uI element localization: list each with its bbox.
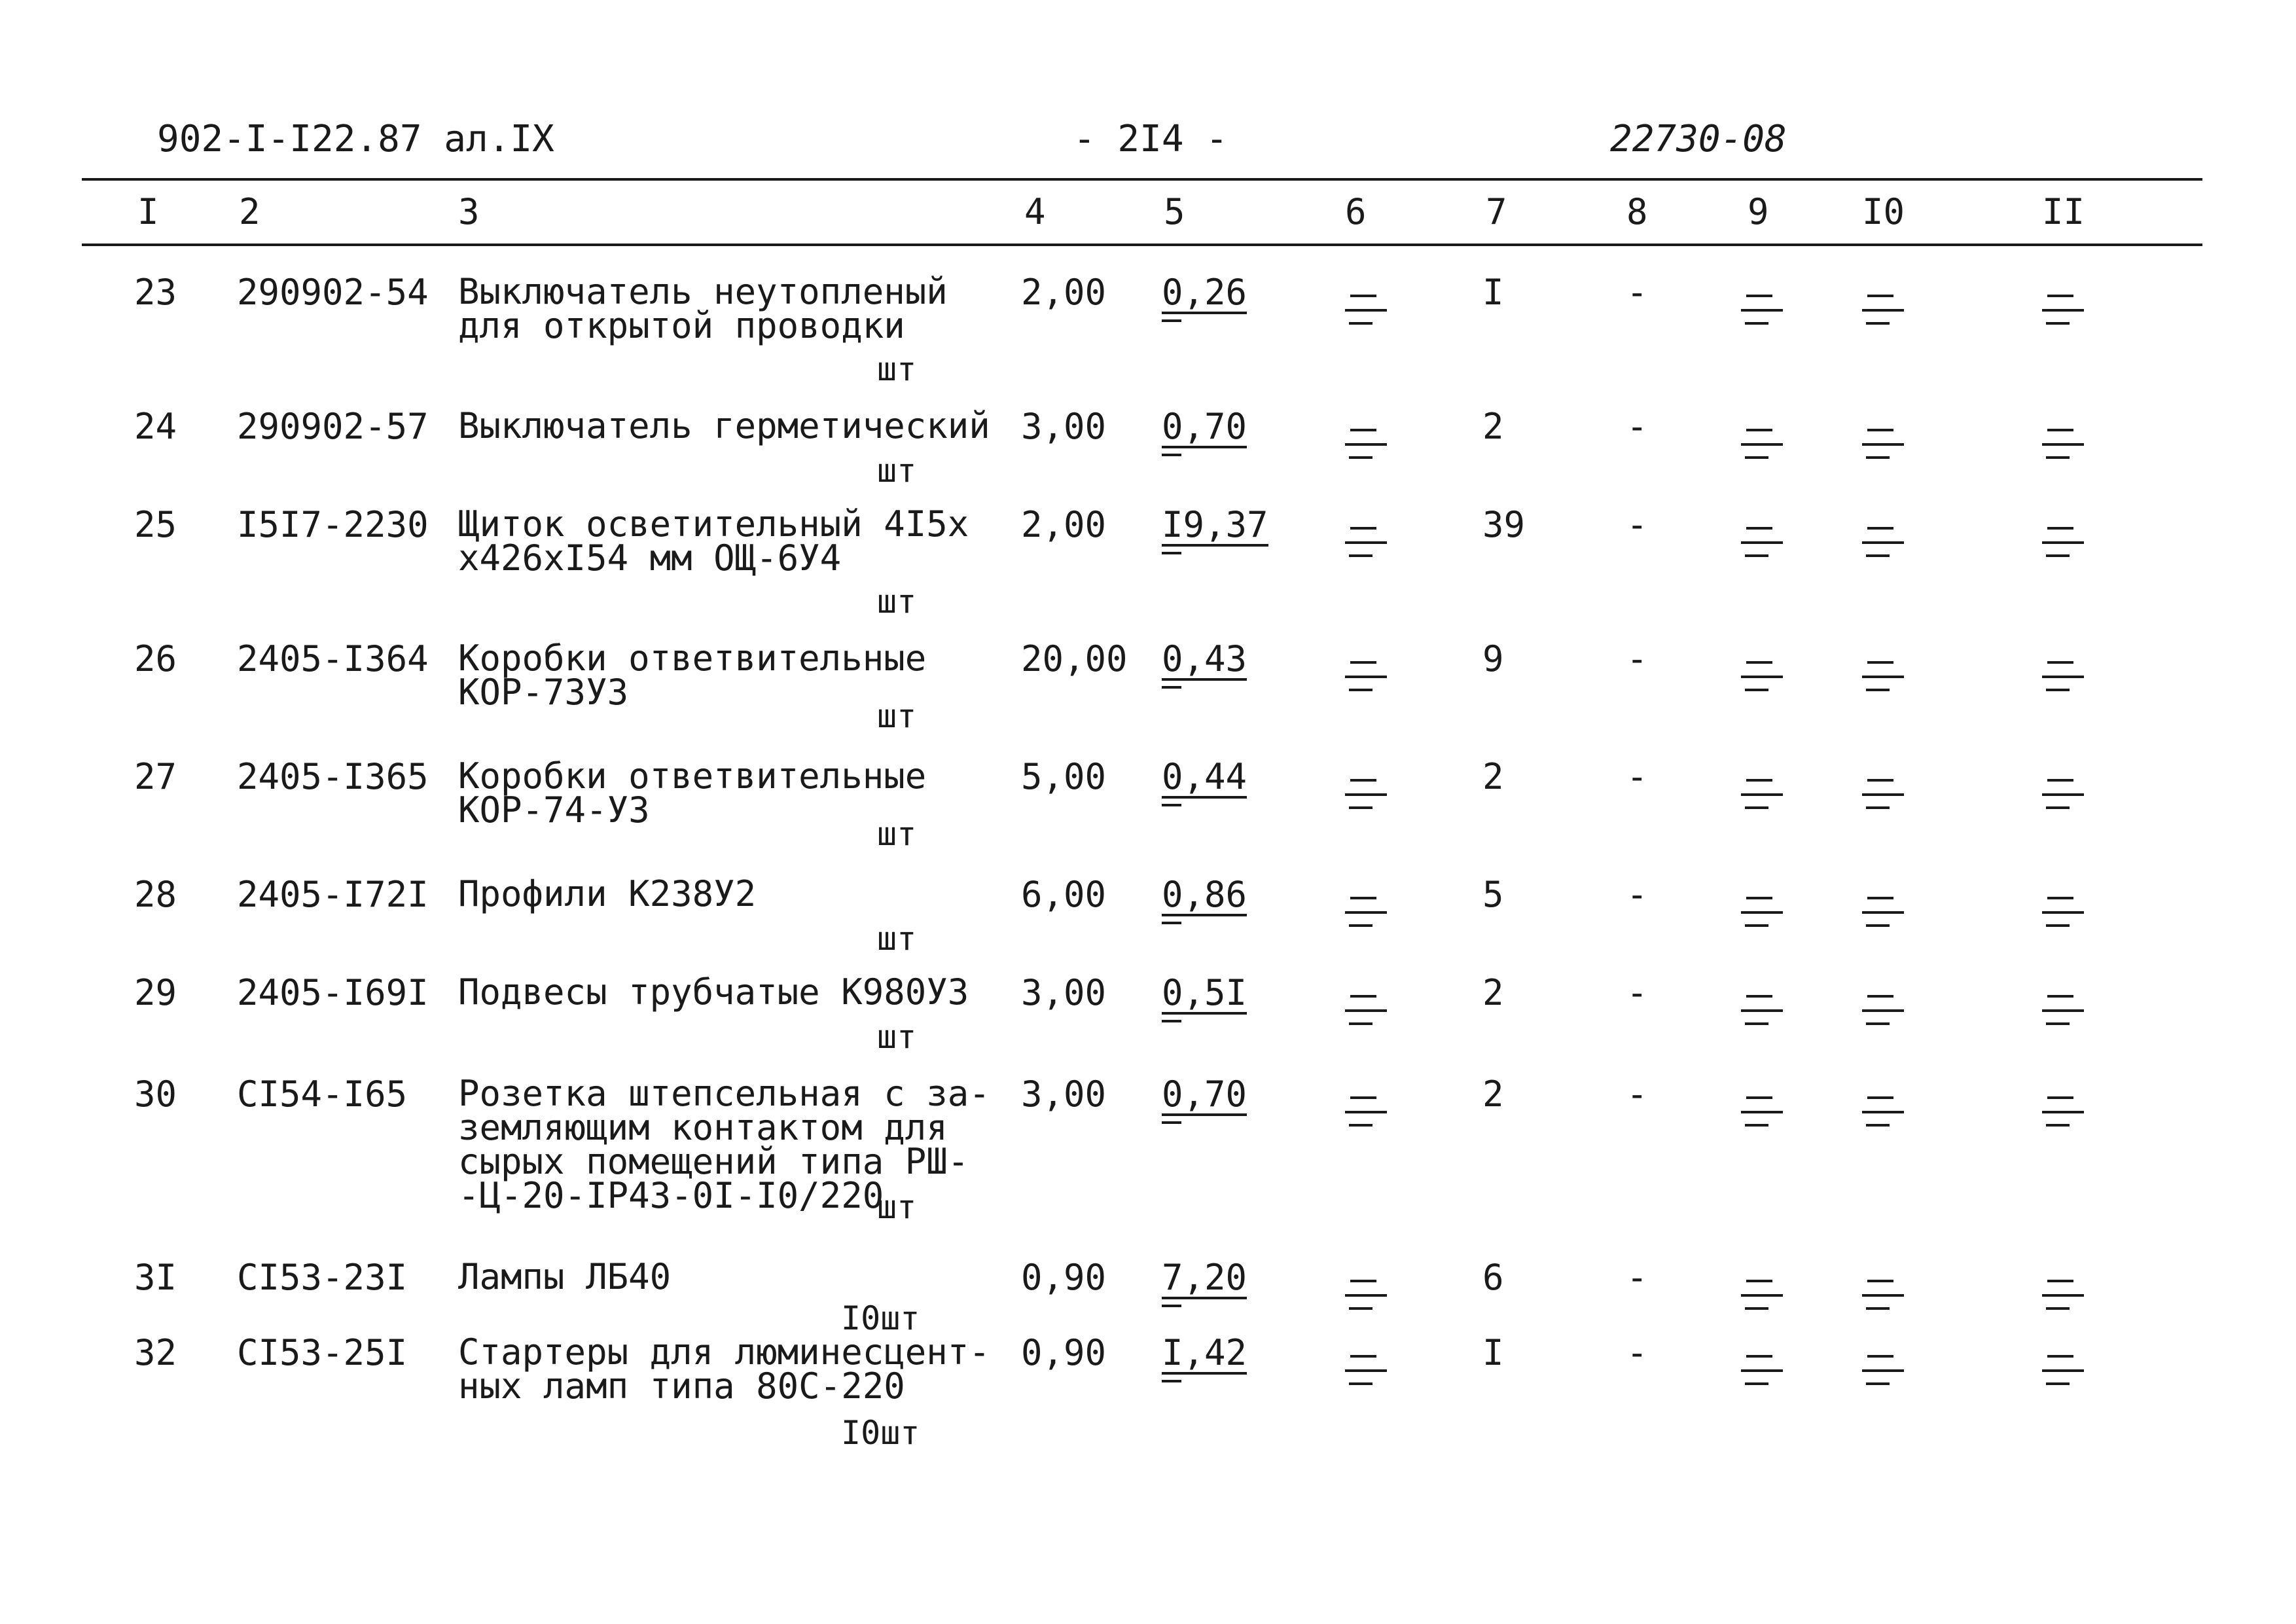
quantity: 2,00 (1021, 504, 1107, 545)
ditto-mark-col9 (1741, 1280, 1780, 1312)
unit-price (1162, 638, 1247, 689)
ditto-mark-col10 (1862, 661, 1901, 694)
ditto-mark-col10 (1862, 295, 1901, 327)
quantity: 5,00 (1021, 756, 1107, 797)
col-number-8: 8 (1626, 191, 1648, 232)
col-number-7: 7 (1486, 191, 1507, 232)
ditto-mark-col9 (1741, 897, 1780, 929)
ditto-mark-col9 (1741, 1096, 1780, 1129)
col7-value: 2 (1482, 972, 1504, 1013)
price-code: 2405-I364 (237, 638, 429, 679)
ditto-mark-col11 (2042, 1280, 2081, 1312)
ditto-dash (1162, 1380, 1181, 1382)
ditto-mark-col6 (1345, 1280, 1384, 1312)
item-name-line: Стартеры для люминесцент- (458, 1331, 990, 1373)
ditto-mark-col6 (1345, 527, 1384, 560)
row-number: 26 (134, 638, 177, 679)
ditto-mark-col11 (2042, 527, 2081, 560)
unit-of-measure: шт (877, 1188, 917, 1226)
col7-value: 39 (1482, 504, 1526, 545)
row-number: 32 (134, 1332, 177, 1373)
item-name-line: ных ламп типа 80С-220 (458, 1365, 905, 1407)
ditto-mark-col6 (1345, 779, 1384, 812)
col7-value: 6 (1482, 1257, 1504, 1298)
ditto-mark-col10 (1862, 1280, 1901, 1312)
unit-price-value: I9,37 (1162, 504, 1268, 545)
row-number: 27 (134, 756, 177, 797)
ditto-mark-col10 (1862, 429, 1901, 461)
col8-value: - (1626, 638, 1648, 679)
item-name-line: КОР-73У3 (458, 672, 629, 713)
unit-price (1162, 406, 1247, 456)
ditto-dash (1162, 454, 1181, 456)
unit-price (1162, 1074, 1247, 1124)
unit-price-value: 0,43 (1162, 638, 1247, 679)
col-number-1: I (137, 191, 159, 232)
unit-price-value: 0,26 (1162, 272, 1247, 313)
ditto-mark-col9 (1741, 527, 1780, 560)
unit-price (1162, 1257, 1247, 1307)
unit-price (1162, 874, 1247, 924)
item-name-line: Выключатель герметический (458, 405, 990, 446)
unit-of-measure: I0шт (841, 1299, 920, 1337)
ditto-mark-col6 (1345, 995, 1384, 1028)
row-number: 24 (134, 406, 177, 447)
quantity: 0,90 (1021, 1257, 1107, 1298)
unit-price-value: I,42 (1162, 1332, 1247, 1373)
col8-value: - (1626, 1257, 1648, 1298)
table-top-rule (82, 178, 2202, 181)
ditto-dash (1162, 922, 1181, 924)
col7-value: 2 (1482, 406, 1504, 447)
row-number: 23 (134, 272, 177, 313)
item-name-line: Щиток осветительный 4I5x (458, 503, 969, 545)
ditto-mark-col9 (1741, 995, 1780, 1028)
ditto-mark-col6 (1345, 429, 1384, 461)
ditto-mark-col6 (1345, 1355, 1384, 1388)
ditto-mark-col10 (1862, 779, 1901, 812)
ditto-mark-col9 (1741, 1355, 1780, 1388)
ditto-mark-col6 (1345, 295, 1384, 327)
col7-value: I (1482, 1332, 1504, 1373)
ditto-dash (1162, 1121, 1181, 1124)
row-number: 28 (134, 874, 177, 915)
ditto-mark-col6 (1345, 897, 1384, 929)
price-code: CI53-23I (237, 1257, 408, 1298)
ditto-mark-col10 (1862, 1355, 1901, 1388)
item-name-line: для открытой проводки (458, 305, 905, 346)
quantity: 3,00 (1021, 406, 1107, 447)
unit-price-value: 0,86 (1162, 874, 1247, 915)
ditto-dash (1162, 552, 1181, 554)
unit-price (1162, 504, 1268, 554)
unit-of-measure: шт (877, 350, 917, 388)
item-name-line: Профили К238У2 (458, 873, 757, 914)
item-name-line: Розетка штепсельная с за- (458, 1073, 990, 1114)
ditto-mark-col9 (1741, 429, 1780, 461)
page-number: - 2I4 - (1073, 118, 1229, 160)
col8-value: - (1626, 272, 1648, 313)
unit-price-value: 0,5I (1162, 972, 1247, 1013)
ditto-mark-col11 (2042, 995, 2081, 1028)
row-number: 3I (134, 1257, 177, 1298)
ditto-dash (1162, 686, 1181, 689)
col8-value: - (1626, 972, 1648, 1013)
item-name-line: Выключатель неутопленый (458, 271, 948, 312)
ditto-mark-col10 (1862, 1096, 1901, 1129)
price-code: CI54-I65 (237, 1074, 408, 1115)
col7-value: I (1482, 272, 1504, 313)
item-name-line: Подвесы трубчатые К980У3 (458, 971, 969, 1013)
ditto-mark-col11 (2042, 1355, 2081, 1388)
price-code: 290902-54 (237, 272, 429, 313)
unit-of-measure: шт (877, 452, 917, 490)
ditto-dash (1162, 1020, 1181, 1022)
row-number: 29 (134, 972, 177, 1013)
quantity: 0,90 (1021, 1332, 1107, 1373)
col8-value: - (1626, 406, 1648, 447)
item-name (458, 1256, 672, 1297)
row-number: 30 (134, 1074, 177, 1115)
col7-value: 5 (1482, 874, 1504, 915)
ditto-mark-col6 (1345, 661, 1384, 694)
ditto-dash (1162, 319, 1181, 322)
col-number-2: 2 (239, 191, 260, 232)
item-name-line: КОР-74-У3 (458, 789, 650, 831)
item-name (458, 755, 927, 831)
item-name-line: Коробки ответвительные (458, 755, 927, 797)
quantity: 6,00 (1021, 874, 1107, 915)
document-number: 22730-08 (1610, 118, 1787, 160)
col-number-5: 5 (1164, 191, 1185, 232)
price-code: 2405-I72I (237, 874, 429, 915)
price-code: CI53-25I (237, 1332, 408, 1373)
quantity: 2,00 (1021, 272, 1107, 313)
unit-price-value: 7,20 (1162, 1257, 1247, 1298)
unit-of-measure: шт (877, 583, 917, 621)
row-number: 25 (134, 504, 177, 545)
quantity: 20,00 (1021, 638, 1128, 679)
ditto-mark-col9 (1741, 295, 1780, 327)
price-code: I5I7-2230 (237, 504, 429, 545)
ditto-mark-col11 (2042, 661, 2081, 694)
unit-price (1162, 972, 1247, 1022)
item-name (458, 638, 927, 713)
unit-price-value: 0,44 (1162, 756, 1247, 797)
ditto-mark-col6 (1345, 1096, 1384, 1129)
unit-of-measure: шт (877, 1018, 917, 1056)
unit-price (1162, 756, 1247, 806)
unit-of-measure: шт (877, 920, 917, 958)
quantity: 3,00 (1021, 972, 1107, 1013)
col7-value: 2 (1482, 756, 1504, 797)
ditto-mark-col11 (2042, 429, 2081, 461)
ditto-dash (1162, 804, 1181, 806)
unit-price (1162, 1332, 1247, 1382)
col8-value: - (1626, 1074, 1648, 1115)
ditto-dash (1162, 1305, 1181, 1307)
item-name-line: x426xI54 мм ОЩ-6У4 (458, 537, 842, 579)
item-name-line: Лампы ЛБ40 (458, 1256, 672, 1297)
item-name (458, 1331, 990, 1407)
col-number-4: 4 (1024, 191, 1046, 232)
col8-value: - (1626, 1332, 1648, 1373)
col8-value: - (1626, 756, 1648, 797)
col7-value: 9 (1482, 638, 1504, 679)
col-number-6: 6 (1345, 191, 1367, 232)
col-number-10: I0 (1862, 191, 1905, 232)
item-name (458, 405, 990, 446)
col-number-9: 9 (1748, 191, 1769, 232)
item-name (458, 873, 757, 914)
unit-of-measure: I0шт (841, 1414, 920, 1452)
col8-value: - (1626, 504, 1648, 545)
price-code: 290902-57 (237, 406, 429, 447)
col7-value: 2 (1482, 1074, 1504, 1115)
item-name-line: земляющим контактом для (458, 1107, 948, 1148)
item-name (458, 503, 969, 579)
ditto-mark-col10 (1862, 995, 1901, 1028)
ditto-mark-col11 (2042, 897, 2081, 929)
col8-value: - (1626, 874, 1648, 915)
ditto-mark-col11 (2042, 779, 2081, 812)
item-name-line: -Ц-20-IР43-0I-I0/220 (458, 1175, 884, 1216)
ditto-mark-col9 (1741, 779, 1780, 812)
ditto-mark-col10 (1862, 897, 1901, 929)
col-number-3: 3 (458, 191, 480, 232)
item-name-line: Коробки ответвительные (458, 638, 927, 679)
table-header-rule (82, 244, 2202, 246)
unit-price-value: 0,70 (1162, 406, 1247, 447)
ditto-mark-col11 (2042, 295, 2081, 327)
price-code: 2405-I69I (237, 972, 429, 1013)
price-code: 2405-I365 (237, 756, 429, 797)
item-name (458, 271, 948, 346)
project-code: 902-I-I22.87 ал.IX (157, 118, 554, 160)
quantity: 3,00 (1021, 1074, 1107, 1115)
unit-of-measure: шт (877, 815, 917, 853)
col-number-11: II (2042, 191, 2085, 232)
item-name-line: сырых помещений типа РШ- (458, 1141, 969, 1182)
ditto-mark-col10 (1862, 527, 1901, 560)
unit-price (1162, 272, 1247, 322)
ditto-mark-col11 (2042, 1096, 2081, 1129)
ditto-mark-col9 (1741, 661, 1780, 694)
unit-of-measure: шт (877, 697, 917, 735)
item-name (458, 971, 969, 1013)
unit-price-value: 0,70 (1162, 1074, 1247, 1115)
